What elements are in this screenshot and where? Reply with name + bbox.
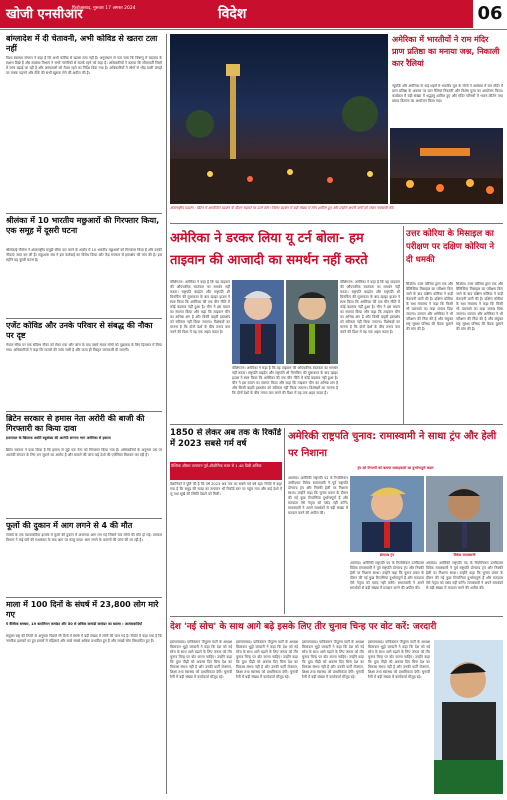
us-election-headline: अमेरिकी राष्ट्रपति चुनाव: रामास्वामी ने साधा ट्रंप और हेली पर निशाना bbox=[288, 431, 497, 459]
bilawal-photo bbox=[434, 640, 503, 794]
climate-byline-text: वैश्विक औसत तापमान पूर्व-औद्योगिक काल से 1.48 डिग्री अधिक bbox=[171, 463, 262, 468]
srilanka-body: श्रीलंकाई नौसेना ने अंतरराष्ट्रीय समुद्री सीमा पार करने के आरोप में 10 भारतीय मछुआरों को गिरफ्तार किया है और उनकी नौकाएं जब्त कर ली हैं। मछुआरा संघ ने इस कार्रवाई का विरोध किया और केंद्र सरकार से हस्तक्षेप की मांग की है। इस महीने यह दूसरी घटना है। bbox=[6, 248, 162, 262]
divider bbox=[170, 223, 503, 224]
masthead-left bbox=[0, 0, 210, 28]
china-us-body-col1: वॉशिंगटन। अमेरिका ने कहा है कि वह ताइवान की औपचारिक स्वतंत्रता का समर्थन नहीं करता। राष्ट्रपति बाइडेन और राष्ट्रपति शी चिनफिंग की मुलाकात के बाद व्हाइट हाउस ने स्पष्ट किया कि अमेरिका की एक चीन नीति में कोई बदलाव नहीं हुआ है। चीन ने इस बयान का स्वागत किया और कहा कि ताइवान चीन का अभिन्न अंग है और किसी बाहरी हस्तक्षेप को स्वीकार नहीं किया जाएगा। विशेषज्ञों का मानना है कि दोनों देशों के बीच तनाव कम करने की दिशा में यह एक अहम कदम है। bbox=[170, 280, 230, 334]
rally-photo bbox=[170, 34, 388, 204]
us-election-body-col3: आयोवा। अमेरिकी राष्ट्रपति पद के रिपब्लिकन उम्मीदवार विवेक रामास्वामी ने पूर्व राष्ट्रपति डोनाल्ड ट्रंप और निक्की हेली पर निशाना साधा। उन्होंने कहा कि चुनाव प्रचार के दौरान की गई कुछ टिप्पणियां दुर्भाग्यपूर्ण हैं और मतदाता ऐसे नेतृत्व को पसंद नहीं करेंगे। रामास्वामी ने अपने समर्थकों से बड़ी संख्या में मतदान करने की अपील की। bbox=[426, 561, 503, 590]
ram-mandir-body: न्यूयॉर्क और अमेरिका के कई शहरों में भारतीय मूल के लोगों ने अयोध्या में राम मंदिर में प्राण प्रतिष्ठा के अवसर पर कार रैलियां निकालीं और विशेष पूजा का आयोजन किया। कार्यक्रम में बड़ी संख्या में श्रद्धालु शामिल हुए और मंदिर परिसरों में भजन-कीर्तन तथा प्रसाद वितरण का आयोजन किया गया। bbox=[392, 84, 503, 103]
bangladesh-body: विश्व स्वास्थ्य संगठन ने कहा है कि अभी कोविड से खतरा टला नहीं है। अनुसंधान से पता चला कि विषाणु में बदलाव के लक्षण दिखे हैं और स्वास्थ्य विभाग ने सभी नागरिकों से सतर्क रहने को कहा है। अधिकारियों ने बताया कि सीमावर्ती जिलों में जांच बढ़ाई जा रही है और अस्पतालों को तैयार रहने का निर्देश दिया गया है। अधिकारियों ने लोगों से भीड़ वाली जगहों पर मास्क पहनने और टीके की सभी खुराक लेने की अपील की है। bbox=[6, 56, 162, 75]
uk-body: ब्रिटेन सरकार ने दावा किया है कि हमास से जुड़े एक नेता को गिरफ्तार किया गया है। अधिकारियों के अनुसार उस पर आतंकी संगठन के लिए धन जुटाने का आरोप है और मामले की जांच कई देशों की एजेंसियां मिलकर कर रही हैं। bbox=[6, 448, 162, 457]
pakistan-body-col2: इस्लामाबाद। पाकिस्तान पीपुल्स पार्टी के अध्यक्ष बिलावल भुट्टो जरदारी ने कहा कि देश को नई सोच के साथ आगे बढ़ाने के लिए जनता को तीर चुनाव चिन्ह पर वोट करना चाहिए। उन्होंने कहा कि युवा पीढ़ी को अवसर दिए बिना देश का विकास संभव नहीं है और उनकी पार्टी रोजगार, शिक्षा तथा स्वास्थ्य को प्राथमिकता देगी। चुनावी रैली में बड़ी संख्या में कार्यकर्ता मौजूद रहे। bbox=[236, 640, 298, 679]
divider bbox=[6, 597, 162, 598]
bangladesh-headline: बांग्लादेश में दी चेतावनी, अभी कोविड से खतरा टला नहीं bbox=[6, 34, 158, 53]
column-divider bbox=[284, 428, 285, 614]
newspaper-logo: खोजी एनसीआर bbox=[6, 7, 83, 22]
mali-headline: माला में 100 दिनों के संघर्ष में 23,800 लोग मारे गए bbox=[6, 600, 159, 619]
divider bbox=[6, 518, 162, 519]
us-election-body-col2: आयोवा। अमेरिकी राष्ट्रपति पद के रिपब्लिकन उम्मीदवार विवेक रामास्वामी ने पूर्व राष्ट्रपति डोनाल्ड ट्रंप और निक्की हेली पर निशाना साधा। उन्होंने कहा कि चुनाव प्रचार के दौरान की गई कुछ टिप्पणियां दुर्भाग्यपूर्ण हैं और मतदाता ऐसे नेतृत्व को पसंद नहीं करेंगे। रामास्वामी ने अपने समर्थकों से बड़ी संख्या में मतदान करने की अपील की। bbox=[350, 561, 424, 590]
korea-headline: उत्तर कोरिया के मिसाइल का परीक्षण पर दक्षिण कोरिया ने दी धमकी bbox=[406, 229, 495, 265]
page-number: 06 bbox=[477, 3, 503, 24]
ramaswamy-caption: विवेक रामास्वामी bbox=[453, 553, 476, 557]
rally-photo-drawing bbox=[170, 34, 388, 204]
ramaswamy-portrait bbox=[426, 476, 503, 552]
xi-portrait bbox=[286, 280, 338, 364]
japan-headline: फूलों की दुकान में आग लगने से 4 की मौत bbox=[6, 521, 133, 530]
korea-body-col2: सियोल। उत्तर कोरिया द्वारा एक और बैलिस्टिक मिसाइल का परीक्षण किए जाने के बाद दक्षिण कोरिया ने कड़ी चेतावनी जारी की है। दक्षिण कोरिया के रक्षा मंत्रालय ने कहा कि किसी भी उकसावे का कड़ा जवाब दिया जाएगा। जापान और अमेरिका ने भी परीक्षण की निंदा की है और संयुक्त राष्ट्र सुरक्षा परिषद की बैठक बुलाने की मांग की है। bbox=[456, 282, 503, 331]
biden-portrait bbox=[232, 280, 284, 364]
trump-portrait bbox=[350, 476, 424, 552]
pakistan-headline: देश 'नई सोच' के साथ आगे बढ़े इसके लिए तीर चुनाव चिन्ह पर वोट करें: जरदारी bbox=[170, 622, 437, 632]
nepal-headline: एजेंट कोविड और उनके परिवार से संबद्ध की नौका पर दृष्ट bbox=[6, 321, 153, 340]
section-title: विदेश bbox=[218, 6, 247, 22]
china-us-body-col3: वॉशिंगटन। अमेरिका ने कहा है कि वह ताइवान की औपचारिक स्वतंत्रता का समर्थन नहीं करता। राष्ट्रपति बाइडेन और राष्ट्रपति शी चिनफिंग की मुलाकात के बाद व्हाइट हाउस ने स्पष्ट किया कि अमेरिका की एक चीन नीति में कोई बदलाव नहीं हुआ है। चीन ने इस बयान का स्वागत किया और कहा कि ताइवान चीन का अभिन्न अंग है और किसी बाहरी हस्तक्षेप को स्वीकार नहीं किया जाएगा। विशेषज्ञों का मानना है कि दोनों देशों के बीच तनाव कम करने की दिशा में यह एक अहम कदम है। bbox=[340, 280, 400, 334]
trump-photo bbox=[350, 476, 424, 552]
masthead-divider bbox=[0, 29, 507, 30]
photo-caption: अंतरराष्ट्रीय प्रदर्शन : ब्रिटेन में आयोजित प्रदर्शन के दौरान सड़कों पर उतरे लोग। विरोध प्रदर्शन में बड़ी संख्या में लोग शामिल हुए और उन्होंने अपनी मांगों को लेकर नारेबाजी की। bbox=[170, 206, 394, 210]
pakistan-body-col1: इस्लामाबाद। पाकिस्तान पीपुल्स पार्टी के अध्यक्ष बिलावल भुट्टो जरदारी ने कहा कि देश को नई सोच के साथ आगे बढ़ाने के लिए जनता को तीर चुनाव चिन्ह पर वोट करना चाहिए। उन्होंने कहा कि युवा पीढ़ी को अवसर दिए बिना देश का विकास संभव नहीं है और उनकी पार्टी रोजगार, शिक्षा तथा स्वास्थ्य को प्राथमिकता देगी। चुनावी रैली में बड़ी संख्या में कार्यकर्ता मौजूद रहे। bbox=[170, 640, 232, 679]
issue-date: फिरोजाबाद, गुरुवार 17 अगस्त 2024 bbox=[72, 6, 136, 11]
temple-rally-photo bbox=[390, 128, 503, 204]
china-us-body-col2: वॉशिंगटन। अमेरिका ने कहा है कि वह ताइवान की औपचारिक स्वतंत्रता का समर्थन नहीं करता। राष्ट्रपति बाइडेन और राष्ट्रपति शी चिनफिंग की मुलाकात के बाद व्हाइट हाउस ने स्पष्ट किया कि अमेरिका की एक चीन नीति में कोई बदलाव नहीं हुआ है। चीन ने इस बयान का स्वागत किया और कहा कि ताइवान चीन का अभिन्न अंग है और किसी बाहरी हस्तक्षेप को स्वीकार नहीं किया जाएगा। विशेषज्ञों का मानना है कि दोनों देशों के बीच तनाव कम करने की दिशा में यह एक अहम कदम है। bbox=[232, 366, 338, 395]
biden-photo bbox=[232, 280, 284, 364]
us-election-byline: ट्रंप को टिप्पणी को बताया सलाहकारों का दुर्भाग्यपूर्ण कदम bbox=[357, 466, 434, 470]
trump-caption: डोनाल्ड ट्रंप bbox=[379, 553, 395, 557]
srilanka-headline: श्रीलंका में 10 भारतीय मछुआरों की गिरफ्तार किया, एक समूह में दूसरी घटना bbox=[6, 216, 160, 235]
section-bar bbox=[210, 0, 473, 28]
ram-mandir-headline: अमेरिका में भारतीयों ने राम मंदिर प्राण प्रतिष्ठा का मनाया जश्न, निकाली कार रैलियां bbox=[392, 35, 500, 68]
temple-photo-drawing bbox=[390, 128, 503, 204]
us-election-body-col1: आयोवा। अमेरिकी राष्ट्रपति पद के रिपब्लिकन उम्मीदवार विवेक रामास्वामी ने पूर्व राष्ट्रपति डोनाल्ड ट्रंप और निक्की हेली पर निशाना साधा। उन्होंने कहा कि चुनाव प्रचार के दौरान की गई कुछ टिप्पणियां दुर्भाग्यपूर्ण हैं और मतदाता ऐसे नेतृत्व को पसंद नहीं करेंगे। रामास्वामी ने अपने समर्थकों से बड़ी संख्या में मतदान करने की अपील की। bbox=[288, 476, 348, 515]
climate-headline: 1850 से लेकर अब तक के रिकॉर्ड में 2023 सबसे गर्म वर्ष bbox=[170, 428, 282, 449]
divider bbox=[6, 213, 162, 214]
climate-byline bbox=[170, 462, 282, 480]
pakistan-body-col3: इस्लामाबाद। पाकिस्तान पीपुल्स पार्टी के अध्यक्ष बिलावल भुट्टो जरदारी ने कहा कि देश को नई सोच के साथ आगे बढ़ाने के लिए जनता को तीर चुनाव चिन्ह पर वोट करना चाहिए। उन्होंने कहा कि युवा पीढ़ी को अवसर दिए बिना देश का विकास संभव नहीं है और उनकी पार्टी रोजगार, शिक्षा तथा स्वास्थ्य को प्राथमिकता देगी। चुनावी रैली में बड़ी संख्या में कार्यकर्ता मौजूद रहे। bbox=[302, 640, 364, 679]
column-divider bbox=[166, 34, 167, 794]
climate-body: वैज्ञानिकों ने पुष्टि की है कि वर्ष 2023 अब तक का सबसे गर्म वर्ष रहा। रिपोर्ट में कहा गया है कि समुद्र की सतह का तापमान भी रिकॉर्ड स्तर पर पहुंच गया और कई देशों में लू तथा सूखे की स्थिति देखने को मिली। bbox=[170, 482, 282, 496]
divider bbox=[170, 616, 503, 617]
mali-byline: ये वैश्विक बमबार, 19 बटालियन कमांडर और 50 से अधिक कमांडों कमांडर का खात्मा : आतंकवादियों bbox=[6, 622, 143, 626]
xi-photo bbox=[286, 280, 338, 364]
uk-byline: इजरायल के खिलाफ अरोरी बहुसंख्य की आरोपी सरगना भाग अमेरिका से हवाला bbox=[6, 436, 111, 440]
column-divider bbox=[403, 226, 404, 424]
uk-headline: ब्रिटेन सरकार से हमास नेता अरोरी की बाजी की गिरफ्तारी का किया दावा bbox=[6, 414, 145, 433]
bilawal-portrait bbox=[434, 640, 503, 794]
mali-body: संयुक्त राष्ट्र की रिपोर्ट के अनुसार पिछले सौ दिनों में संघर्ष में बड़ी संख्या में लोगों की जान गई है। रिपोर्ट में कहा गया है कि नागरिक इलाकों पर हुए हमलों में महिलाएं और बच्चे सबसे अधिक प्रभावित हुए हैं और लाखों लोग विस्थापित हुए हैं। bbox=[6, 634, 162, 643]
divider bbox=[6, 318, 162, 319]
china-us-headline: अमेरिका ने डरकर लिया यू टर्न बोला- हम ताइवान की आजादी का समर्थन नहीं करते bbox=[170, 231, 368, 268]
japan-body: टोक्यो के एक व्यावसायिक इलाके में फूलों की दुकान में अचानक आग लग गई जिसमें चार लोगों की मौत हो गई। दमकल विभाग ने कई घंटों की मशक्कत के बाद आग पर काबू पाया। आग लगने के कारणों की जांच की जा रही है। bbox=[6, 533, 162, 542]
divider bbox=[170, 424, 503, 425]
pakistan-body-col4: इस्लामाबाद। पाकिस्तान पीपुल्स पार्टी के अध्यक्ष बिलावल भुट्टो जरदारी ने कहा कि देश को नई सोच के साथ आगे बढ़ाने के लिए जनता को तीर चुनाव चिन्ह पर वोट करना चाहिए। उन्होंने कहा कि युवा पीढ़ी को अवसर दिए बिना देश का विकास संभव नहीं है और उनकी पार्टी रोजगार, शिक्षा तथा स्वास्थ्य को प्राथमिकता देगी। चुनावी रैली में बड़ी संख्या में कार्यकर्ता मौजूद रहे। bbox=[368, 640, 430, 679]
divider bbox=[6, 411, 162, 412]
ramaswamy-photo bbox=[426, 476, 503, 552]
korea-body-col1: सियोल। उत्तर कोरिया द्वारा एक और बैलिस्टिक मिसाइल का परीक्षण किए जाने के बाद दक्षिण कोरिया ने कड़ी चेतावनी जारी की है। दक्षिण कोरिया के रक्षा मंत्रालय ने कहा कि किसी भी उकसावे का कड़ा जवाब दिया जाएगा। जापान और अमेरिका ने भी परीक्षण की निंदा की है और संयुक्त राष्ट्र सुरक्षा परिषद की बैठक बुलाने की मांग की है। bbox=[406, 282, 453, 331]
nepal-body: नेपाल सीमा पर एक संदिग्ध नौका को रोका गया और जांच के बाद उसमें सवार लोगों को पूछताछ के लिए हिरासत में लिया गया। अधिकारियों ने कहा कि मामले की जांच जारी है और जल्द ही विस्तृत जानकारी दी जाएगी। bbox=[6, 343, 162, 352]
